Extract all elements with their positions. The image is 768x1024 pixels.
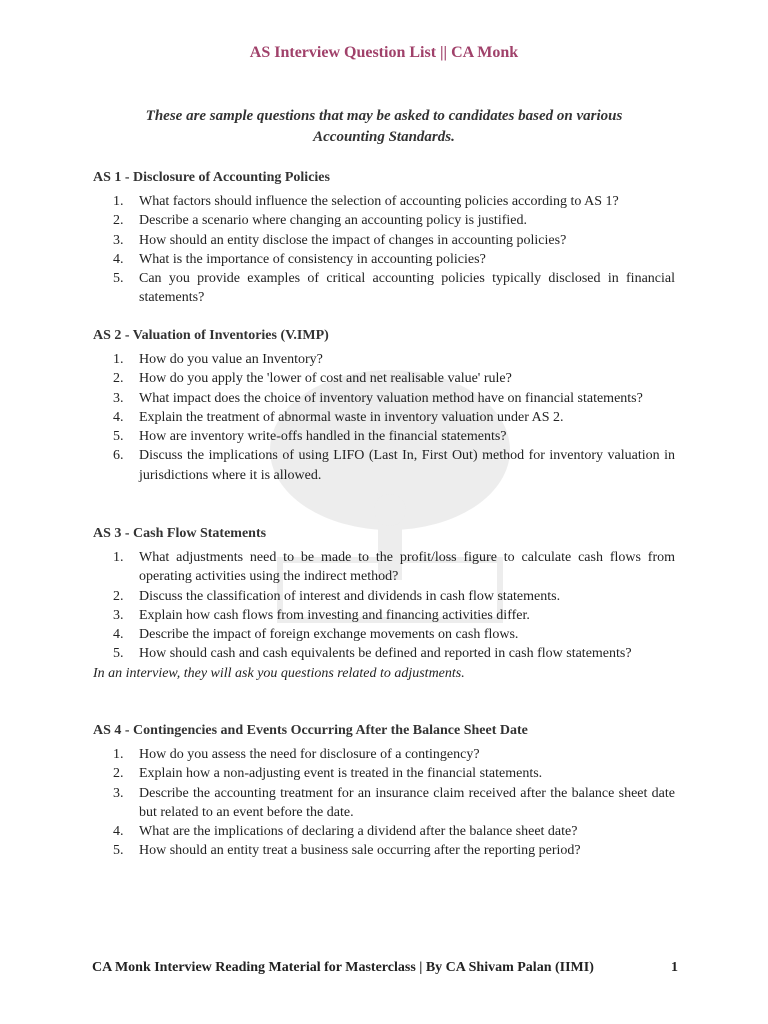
section-as1	[93, 168, 675, 308]
question-item: 4. Explain the treatment of abnormal waste in inventory valuation under AS 2.	[113, 409, 564, 425]
section-heading: AS 4 - Contingencies and Events Occurring After the Balance Sheet Date	[93, 723, 528, 738]
question-item: 2. Discuss the classification of interest and dividends in cash flow statements.	[113, 588, 561, 604]
page-title: AS Interview Question List || CA Monk	[249, 44, 519, 61]
question-item: 4. What are the implications of declaring a dividend after the balance sheet date?	[113, 824, 578, 840]
section-heading: AS 2 - Valuation of Inventories (V.IMP)	[93, 328, 329, 343]
section-heading: AS 1 - Disclosure of Accounting Policies	[93, 170, 330, 185]
question-list	[93, 350, 675, 485]
question-item: 2. Describe a scenario where changing an accounting policy is justified.	[113, 213, 527, 229]
intro-text: These are sample questions that may be asked to candidates based on various Accounting Standards.	[145, 108, 623, 145]
question-item: 1. How do you assess the need for disclosure of a contingency?	[113, 747, 480, 762]
question-item: 3. How should an entity disclose the impact of changes in accounting policies?	[113, 232, 567, 248]
question-item: 6. Discuss the implications of using LIFO (Last In, First Out) method for inventory valuation in jurisdictions where it is allowed.	[113, 448, 675, 483]
section-as3	[93, 524, 675, 684]
page-number: 1	[671, 960, 678, 975]
question-item: 3. Describe the accounting treatment for an insurance claim received after the balance sheet date but related to an event before the date.	[113, 785, 675, 820]
question-item: 1. How do you value an Inventory?	[113, 352, 323, 367]
question-list	[93, 548, 675, 664]
question-list	[93, 745, 675, 861]
question-item: 1. What factors should influence the selection of accounting policies according to AS 1?	[113, 194, 619, 209]
question-item: 4. What is the importance of consistency in accounting policies?	[113, 251, 486, 267]
question-item: 3. What impact does the choice of inventory valuation method have on financial statements?	[113, 390, 643, 406]
section-note: In an interview, they will ask you questions related to adjustments.	[93, 665, 465, 681]
section-as4	[93, 721, 675, 861]
page-footer	[92, 960, 678, 976]
question-item: 5. How should cash and cash equivalents be defined and reported in cash flow statements?	[113, 646, 632, 662]
footer-text: CA Monk Interview Reading Material for Masterclass | By CA Shivam Palan (IIMI)	[92, 960, 594, 975]
question-item: 5. How should an entity treat a business sale occurring after the reporting period?	[113, 843, 581, 859]
section-heading: AS 3 - Cash Flow Statements	[93, 526, 267, 541]
question-item: 5. Can you provide examples of critical accounting policies typically disclosed in financial statements?	[113, 271, 675, 306]
question-item: 2. Explain how a non-adjusting event is treated in the financial statements.	[113, 766, 543, 782]
question-item: 5. How are inventory write-offs handled in the financial statements?	[113, 429, 507, 445]
question-list	[93, 192, 675, 308]
question-item: 1. What adjustments need to be made to the profit/loss figure to calculate cash flows from operating activities using the indirect method?	[113, 550, 675, 585]
question-item: 3. Explain how cash flows from investing and financing activities differ.	[113, 607, 530, 623]
section-as2	[93, 326, 675, 485]
question-item: 2. How do you apply the 'lower of cost and net realisable value' rule?	[113, 371, 512, 387]
question-item: 4. Describe the impact of foreign exchange movements on cash flows.	[113, 627, 519, 643]
